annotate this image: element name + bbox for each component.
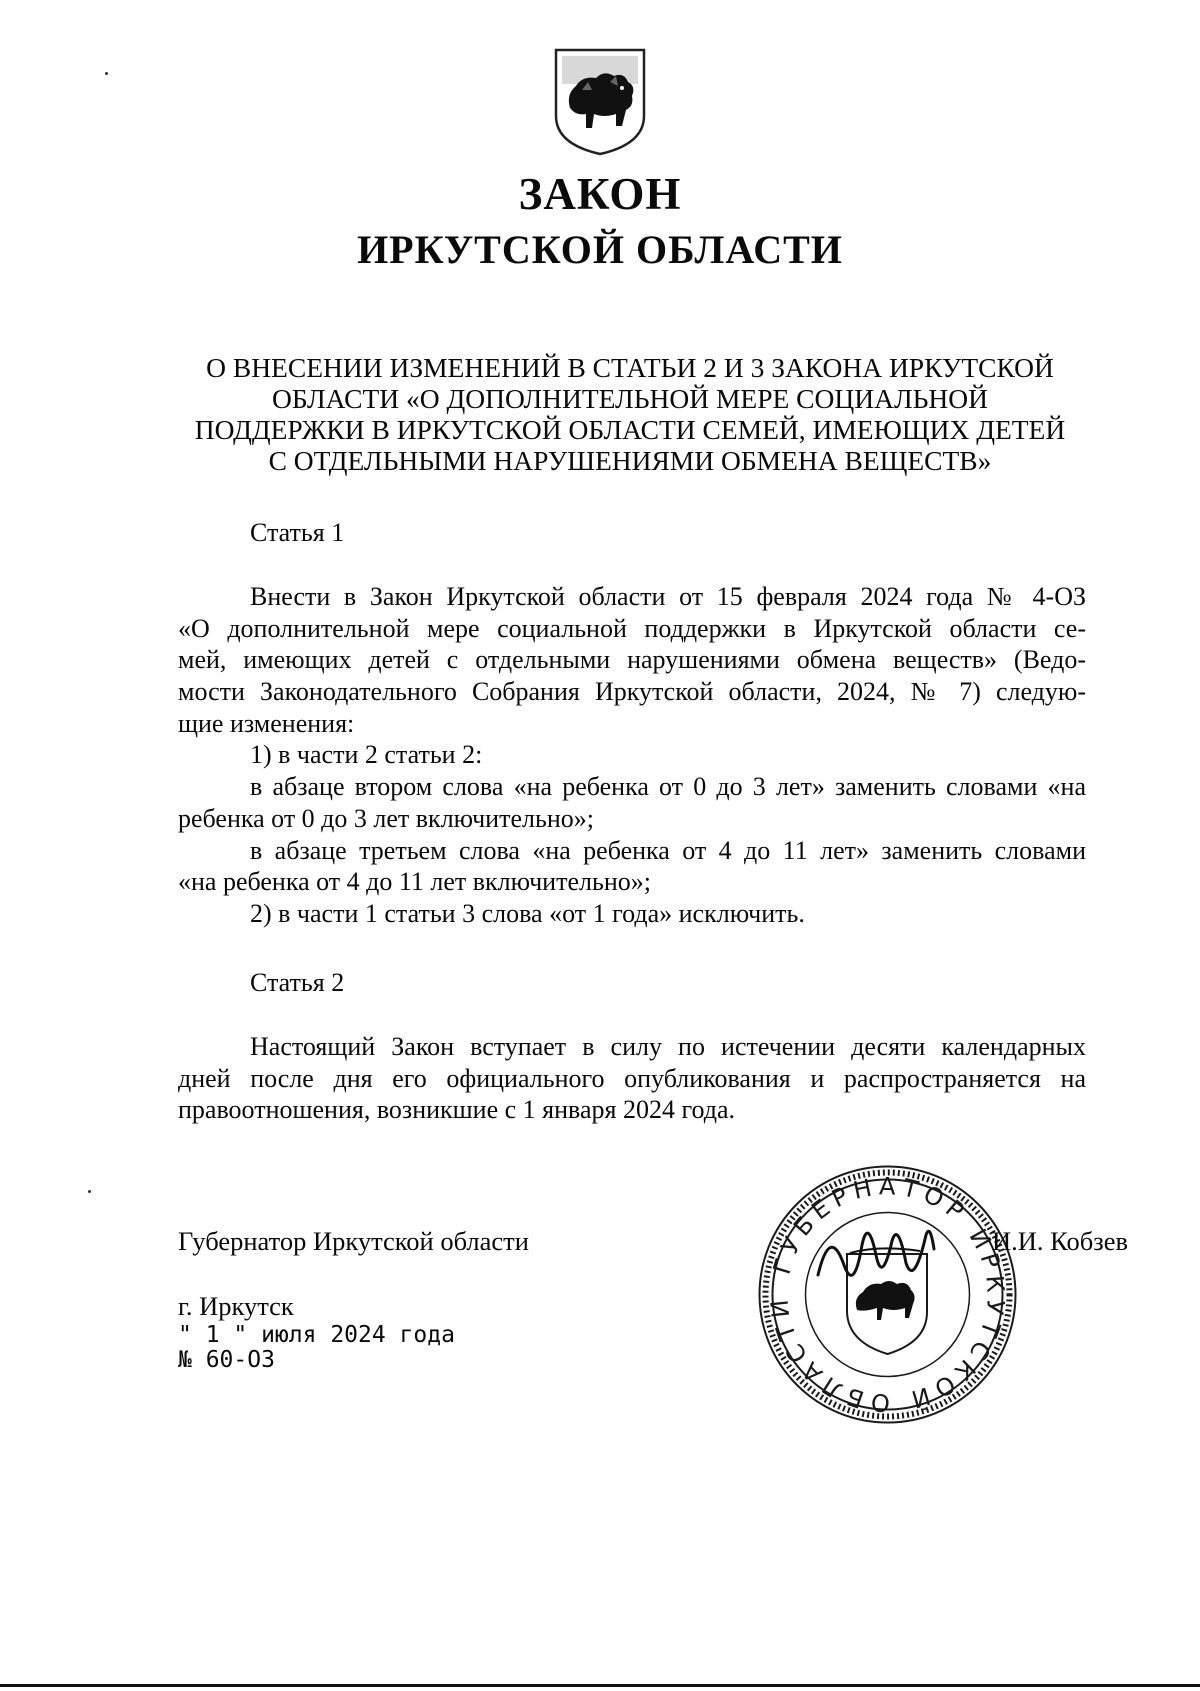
law-subject <box>178 352 1082 476</box>
governor-signature <box>810 1205 970 1300</box>
governor-title: Губернатор Иркутской области <box>178 1226 529 1256</box>
article2-heading: Статья 2 <box>250 968 345 997</box>
law-subject-line: С ОТДЕЛЬНЫМИ НАРУШЕНИЯМИ ОБМЕНА ВЕЩЕСТВ» <box>268 445 992 476</box>
paragraph-line: дней после дня его официального опубликования и распространяется на <box>178 1063 1086 1093</box>
paragraph-line: щие изменения: <box>178 708 355 738</box>
list-item: 2) в части 1 статьи 3 слова «от 1 года» исключить. <box>250 898 805 928</box>
paragraph-line: Настоящий Закон вступает в силу по истечении десяти календарных <box>250 1032 1086 1061</box>
scan-speck <box>105 72 108 75</box>
list-item: 1) в части 2 статьи 2: <box>250 740 483 770</box>
paragraph-line: в абзаце втором слова «на ребенка от 0 до 3 лет» заменить словами «на <box>250 772 1086 802</box>
paragraph-line: Внести в Закон Иркутской области от 15 февраля 2024 года № 4-ОЗ <box>250 582 1086 611</box>
scan-bottom-edge <box>0 1684 1200 1687</box>
paragraph-line: «на ребенка от 4 до 11 лет включительно»; <box>178 867 651 897</box>
law-title: ЗАКОН <box>518 169 682 219</box>
paragraph-line: ребенка от 0 до 3 лет включительно»; <box>178 803 594 833</box>
paragraph-line: правоотношения, возникшие с 1 января 2024 года. <box>178 1095 736 1125</box>
paragraph-line: мей, имеющих детей с отдельными нарушениями обмена веществ» (Ведо- <box>178 645 1086 675</box>
signing-date: " 1 " июля 2024 года <box>178 1322 455 1348</box>
article1-body <box>178 581 1086 930</box>
law-subject-line: О ВНЕСЕНИИ ИЗМЕНЕНИЙ В СТАТЬИ 2 И 3 ЗАКОНА ИРКУТСКОЙ <box>206 352 1054 383</box>
paragraph-line: в абзаце третьем слова «на ребенка от 4 до 11 лет» заменить словами <box>250 835 1086 865</box>
law-subject-line: ОБЛАСТИ «О ДОПОЛНИТЕЛЬНОЙ МЕРЕ СОЦИАЛЬНОЙ <box>272 383 988 414</box>
law-region-title: ИРКУТСКОЙ ОБЛАСТИ <box>357 227 843 272</box>
paragraph-line: мости Законодательного Собрания Иркутской области, 2024, № 7) следую- <box>178 677 1086 707</box>
governor-name: И.И. Кобзев <box>992 1226 1128 1256</box>
coat-of-arms-emblem <box>552 46 648 158</box>
signing-city: г. Иркутск <box>178 1291 294 1321</box>
law-subject-line: ПОДДЕРЖКИ В ИРКУТСКОЙ ОБЛАСТИ СЕМЕЙ, ИМЕЮЩИХ ДЕТЕЙ <box>194 414 1066 445</box>
seal-outer-text: ГУБЕРНАТОР ИРКУТСКОЙ ОБЛАСТИ <box>764 1172 1011 1418</box>
article1-heading: Статья 1 <box>250 518 345 547</box>
law-number: № 60-ОЗ <box>178 1347 275 1373</box>
scan-speck <box>88 1190 91 1193</box>
article2-body <box>178 1031 1086 1126</box>
paragraph-line: «О дополнительной мере социальной поддержки в Иркутской области се- <box>178 613 1086 643</box>
